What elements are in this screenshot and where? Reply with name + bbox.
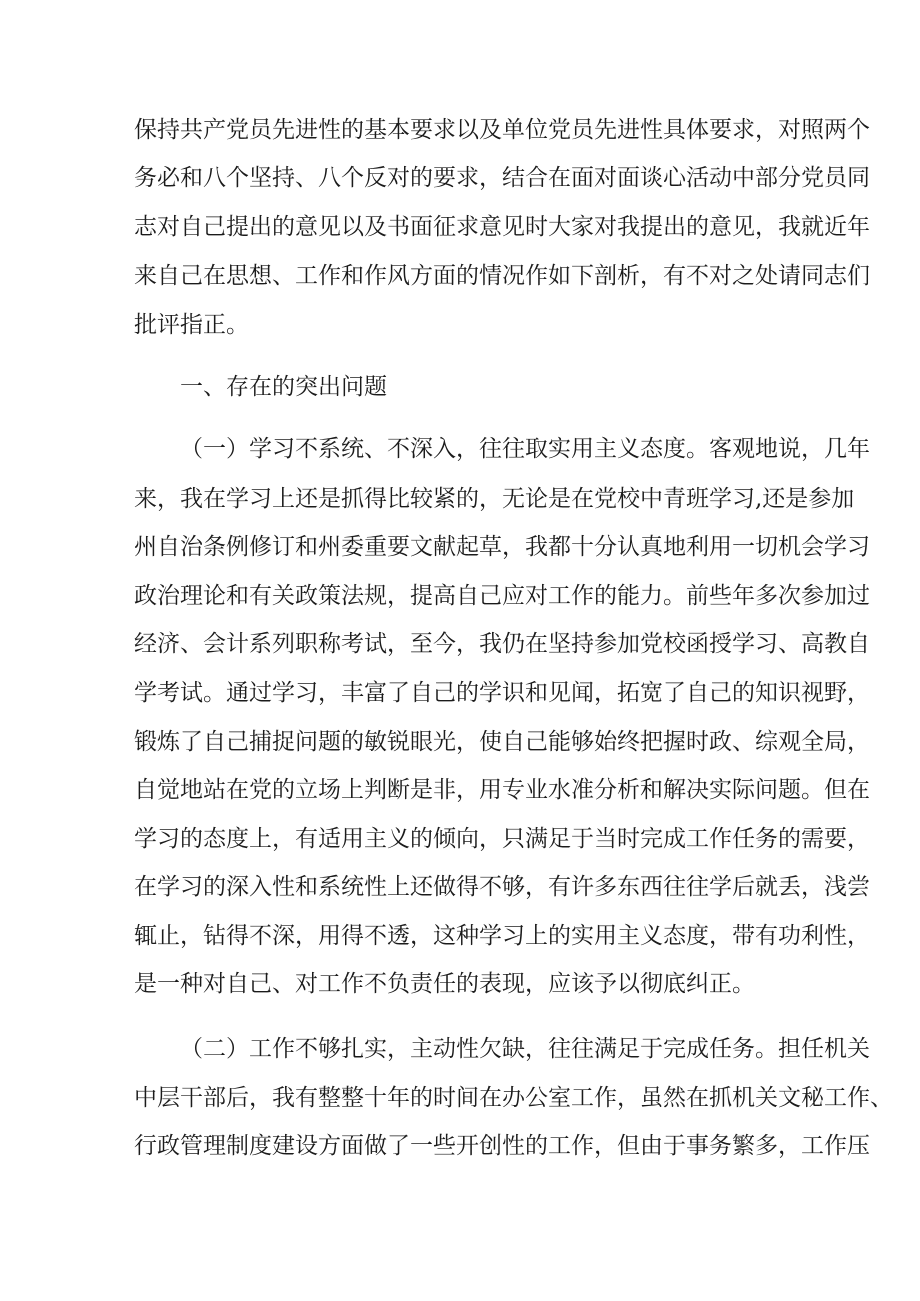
para1-line-9: 学习的态度上，有适用主义的倾向，只满足于当时完成工作任务的需要， bbox=[134, 826, 870, 852]
para1-line-8: 自觉地站在党的立场上判断是非，用专业水准分析和解决实际问题。但在 bbox=[134, 777, 870, 803]
para1-line-2: 来，我在学习上还是抓得比较紧的，无论是在党校中青班学习,还是参加 bbox=[134, 486, 855, 512]
para1-line-7: 锻炼了自己捕捉问题的敏锐眼光，使自己能够始终把握时政、综观全局， bbox=[134, 729, 870, 755]
para2-line-1: （二）工作不够扎实，主动性欠缺，往往满足于完成任务。担任机关 bbox=[180, 1036, 870, 1062]
para1-line-11: 辄止，钻得不深，用得不透，这种学习上的实用主义态度，带有功利性， bbox=[134, 923, 870, 949]
para1-line-6: 学考试。通过学习，丰富了自己的学识和见闻，拓宽了自己的知识视野， bbox=[134, 680, 870, 706]
intro-line-5: 批评指正。 bbox=[134, 312, 249, 338]
intro-line-2: 务必和八个坚持、八个反对的要求，结合在面对面谈心活动中部分党员同 bbox=[134, 165, 870, 191]
intro-line-1: 保持共产党员先进性的基本要求以及单位党员先进性具体要求，对照两个 bbox=[134, 117, 870, 143]
para1-line-4: 政治理论和有关政策法规，提高自己应对工作的能力。前些年多次参加过 bbox=[134, 583, 870, 609]
para1-line-5: 经济、会计系列职称考试，至今，我仍在坚持参加党校函授学习、高教自 bbox=[134, 631, 870, 657]
section-heading: 一、存在的突出问题 bbox=[180, 374, 387, 400]
intro-line-4: 来自己在思想、工作和作风方面的情况作如下剖析，有不对之处请同志们 bbox=[134, 263, 870, 289]
para1-line-10: 在学习的深入性和系统性上还做得不够，有许多东西往往学后就丢，浅尝 bbox=[134, 874, 870, 900]
para2-line-2: 中层干部后，我有整整十年的时间在办公室工作，虽然在抓机关文秘工作、 bbox=[134, 1085, 893, 1111]
para1-line-1: （一）学习不系统、不深入，往往取实用主义态度。客观地说，几年 bbox=[180, 436, 870, 462]
intro-line-3: 志对自己提出的意见以及书面征求意见时大家对我提出的意见，我就近年 bbox=[134, 214, 870, 240]
para2-line-3: 行政管理制度建设方面做了一些开创性的工作，但由于事务繁多，工作压 bbox=[134, 1133, 870, 1159]
para1-line-12: 是一种对自己、对工作不负责任的表现，应该予以彻底纠正。 bbox=[134, 971, 755, 997]
para1-line-3: 州自治条例修订和州委重要文献起草，我都十分认真地利用一切机会学习 bbox=[134, 534, 870, 560]
